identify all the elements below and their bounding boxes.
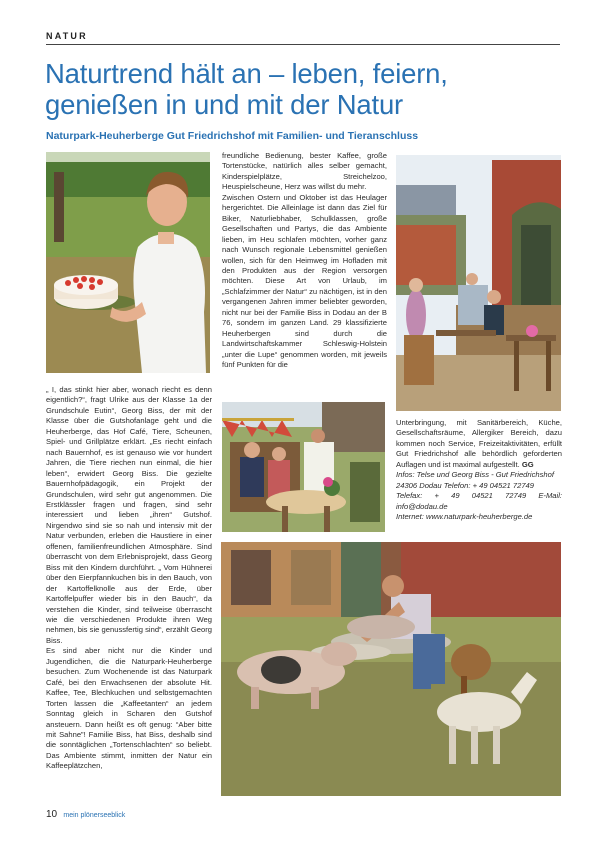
article-column-1 bbox=[46, 385, 212, 772]
article-paragraph: Es sind aber nicht nur die Kinder und Jugendlichen, die die Naturpark-Heuherberge besuchen. Zum Wochenende ist das Naturpark Café, bei den Erwachsenen der absolute Hit. Kaffee, Tee, Blechkuchen und selbstgemachten Torten lassen die „Kaffeetanten“ an jedem Sonntag gleich in Scharen den Gutshof ansteuern. Dann heißt es oft genug: “Aber bitte mit Sahne”! Familie Biss, hat Biss, deshalb sind die sonntäglichen „Tortenschlachten“ so beliebt. Das Ambiente stimmt, inmitten der Natur ein Kaffeeplätzchen, bbox=[46, 646, 212, 771]
photo-cafe-terrace bbox=[396, 155, 561, 411]
info-line: Infos: Telse und Georg Biss - Gut Friedrichshof bbox=[396, 470, 554, 480]
photo-man-with-pigs-and-goats bbox=[221, 542, 561, 796]
info-line: Internet: www.naturpark-heuherberge.de bbox=[396, 512, 533, 522]
author-initials: GG bbox=[521, 459, 534, 469]
article-paragraph: „ I, das stinkt hier aber, wonach riecht es denn eigentlich?“, fragt Ulrike aus der Klasse 1a der Grundschule Eutin“, Georg Biss, der mit der Klasse über die Gutshofanlage geht und die Heuherberge, das Hof Café, Tiere, Scheunen, Spiel- und Grillplätze erklärt. „Es riecht einfach nach Bauernhof, es ist genauso wie vor hundert Jahren, die Tiere riechen nun einmal, die hier leben“, erwidert Georg Biss. Die gezielte Bauernhofpädagogik, ein Projekt der Grundschulen, wird sehr gut angenommen. Die Erstklässler fragen und fragen, sind sehr interessiert und lieben „ihren“ Gutshof. Nirgendwo sind sie so nah und intensiv mit der Natur verbunden, erleben die Haustiere in einer offenen, familienfreundlichen Atmosphäre. Sind überrascht von dem Erlebnisprojekt, dass Georg Biss mit den Kindern durchführt. „ Vom Hühnerei über den Eierpfannkuchen bis in den Bauch, von der Kartoffelknolle aus der Erde, über Kartoffelpuffer wieder bis in den Bauch“, da verstehen die Kinder, sind teilweise überrascht wie die verschiedenen Produkte ihren Weg nehmen, bis sie genussfertig sind“, erzählt Georg Biss. bbox=[46, 385, 212, 645]
info-line: 24306 Dodau Telefon: + 49 04521 72749 bbox=[396, 480, 535, 490]
magazine-prefix: mein plöner bbox=[63, 812, 100, 819]
article-column-3 bbox=[396, 418, 562, 523]
photo-woman-with-cake bbox=[46, 152, 210, 373]
page-footer bbox=[46, 809, 125, 820]
page-number: 10 bbox=[46, 809, 58, 820]
article-paragraph: Zwischen Ostern und Oktober ist das Heulager hergerichtet. Die Alleinlage ist dann das Ziel für Biker, Naturliebhaber, Schulklassen, große Gesellschaften und Partys, die das Ambiente lieben, im Heu schlafen möchten, vorher ganz nach Wunsch regionale Lebensmittel genießen wollen, sich für den Heimweg im Hofladen mit den Produkten aus der Region versorgen möchten. Diese Art von Urlaub, im „Schlafzimmer der Natur“ zu nächtigen, ist in den vergangenen Jahren immer beliebter geworden, nicht nur bei der Familie Biss in Dodau an der B 76, sondern im ganzen Land. 29 klassifizierte Heuherbergen sind durch die Landwirtschaftskammer Schleswig-Holstein „unter die Lupe“ genommen worden, mit jeweils fünf Punkten für die bbox=[222, 192, 387, 370]
article-paragraph: Unterbringung, mit Sanitärbereich, Küche, Gesellschaftsräume, Allergiker Bereich, dazu kommen noch Service, Freizeitaktivitäten, erfüllt Gut Friedrichshof alle behördlich geforderten Auflagen und ist maximal aufgestellt. GG bbox=[396, 418, 562, 469]
magazine-suffix: seeblick bbox=[99, 812, 126, 819]
header-rule bbox=[46, 44, 560, 45]
article-paragraph: freundliche Bedienung, bester Kaffee, große Tortenstücke, natürlich alles selber gemacht, Kinderspielplätze, Streichelzoo, Heuspielscheune, Herz was willst du mehr. bbox=[222, 151, 387, 192]
article-subtitle: Naturpark-Heuherberge Gut Friedrichshof mit Familien- und Tieranschluss bbox=[46, 130, 419, 142]
article-title: Naturtrend hält an – leben, feiern, genießen in und mit der Natur bbox=[45, 58, 448, 120]
section-label: NATUR bbox=[46, 31, 88, 41]
article-column-2 bbox=[222, 151, 387, 371]
photo-guests-at-table bbox=[222, 402, 385, 532]
magazine-name bbox=[63, 812, 125, 819]
info-line: Telefax: + 49 04521 72749 E-Mail: info@dodau.de bbox=[396, 491, 562, 511]
